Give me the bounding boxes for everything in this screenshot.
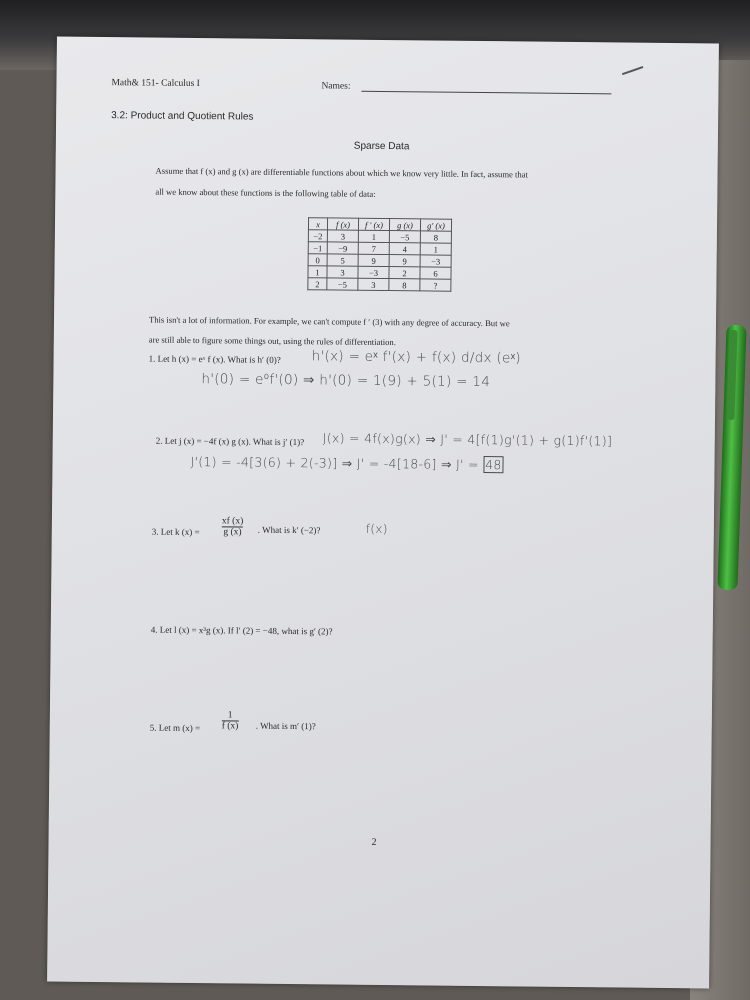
problem-2: 2. Let j (x) = −4f (x) g (x). What is j′ (1)? [155, 435, 305, 448]
table-cell: 8 [420, 231, 451, 243]
names-label: Names: [321, 81, 351, 92]
names-line [361, 91, 611, 95]
problem-4: 4. Let l (x) = x³g (x). If l′ (2) = −48, what is g′ (2)? [150, 624, 333, 637]
problem-3-prefix: 3. Let k (x) = [151, 526, 200, 538]
table-cell: 3 [327, 230, 358, 242]
table-header-cell: x [308, 218, 327, 230]
table-cell: 1 [420, 243, 451, 255]
handwritten-p2-work: J'(1) = -4[3(6) + 2(-3)] ⇒ J' = -4[18-6] ⇒ J' = [190, 453, 484, 473]
after-table-line-1: This isn't a lot of information. For example, we can't compute f ′ (3) with any degree of accuracy. But we [148, 314, 510, 329]
data-table [307, 217, 452, 292]
table-cell: −3 [420, 255, 451, 267]
table-header-cell: f ′ (x) [358, 218, 389, 230]
table-cell: 2 [308, 278, 327, 290]
problem-5-numerator: 1 [227, 710, 233, 721]
page-number: 2 [371, 836, 377, 848]
handwritten-p1-line-2: h'(0) = e⁰f'(0) ⇒ h'(0) = 1(9) + 5(1) = 14 [201, 371, 491, 391]
problem-1: 1. Let h (x) = eˣ f (x). What is h′ (0)? [148, 353, 281, 365]
handwritten-p3-note: f(x) [365, 521, 388, 537]
table-cell: 2 [389, 267, 420, 279]
problem-5-denominator: f (x) [221, 721, 239, 732]
problem-3-fraction [222, 516, 244, 537]
table-cell: −9 [327, 242, 358, 254]
problem-3-suffix: . What is k′ (−2)? [257, 524, 321, 536]
table-cell: −3 [358, 266, 389, 278]
table-cell: 1 [358, 230, 389, 242]
page-title: Sparse Data [353, 140, 410, 153]
table-cell: −5 [327, 278, 358, 290]
problem-5-suffix: . What is m′ (1)? [255, 720, 316, 732]
table-cell: −1 [308, 242, 327, 254]
table-cell: 7 [358, 242, 389, 254]
intro-line-2: all we know about these functions is the following table of data: [155, 186, 376, 199]
section-title: 3.2: Product and Quotient Rules [111, 110, 254, 123]
table-cell: −2 [308, 230, 327, 242]
problem-5-fraction [222, 710, 239, 731]
table-header-cell: g (x) [389, 219, 420, 231]
table-header-cell: f (x) [327, 218, 358, 230]
table-cell: ? [420, 279, 451, 291]
handwritten-p1-line-1: h'(x) = eˣ f'(x) + f(x) d/dx (eˣ) [311, 348, 522, 367]
table-cell: 1 [308, 266, 327, 278]
table-cell: 4 [389, 243, 420, 255]
intro-line-1: Assume that f (x) and g (x) are differentiable functions about which we know very little. In fact, assume that [155, 165, 528, 180]
table-cell: 9 [358, 254, 389, 266]
table-cell: 5 [327, 254, 358, 266]
table-cell: 6 [420, 267, 451, 279]
table-header-cell: g′ (x) [420, 219, 451, 231]
handwritten-p2-answer: 48 [483, 456, 504, 473]
after-table-line-2: are still able to figure some things out, using the rules of differentiation. [148, 334, 396, 348]
course-label: Math& 151- Calculus I [111, 78, 200, 90]
problem-3-numerator: xf (x) [221, 516, 244, 527]
table-cell: 3 [327, 266, 358, 278]
handwritten-p2-line-2 [190, 454, 503, 472]
table-cell: −5 [389, 231, 420, 243]
pencil-mark [622, 66, 643, 75]
table-cell: 0 [308, 254, 327, 266]
table-cell: 3 [358, 278, 389, 290]
problem-3-denominator: g (x) [223, 527, 242, 538]
problem-5-prefix: 5. Let m (x) = [149, 722, 201, 734]
handwritten-p2-line-1: J(x) = 4f(x)g(x) ⇒ J' = 4[f(1)g'(1) + g(1)f'(1)] [322, 430, 613, 449]
table-cell: 8 [389, 279, 420, 291]
worksheet-paper [47, 37, 719, 989]
table-cell: 9 [389, 255, 420, 267]
table-row [308, 278, 451, 291]
